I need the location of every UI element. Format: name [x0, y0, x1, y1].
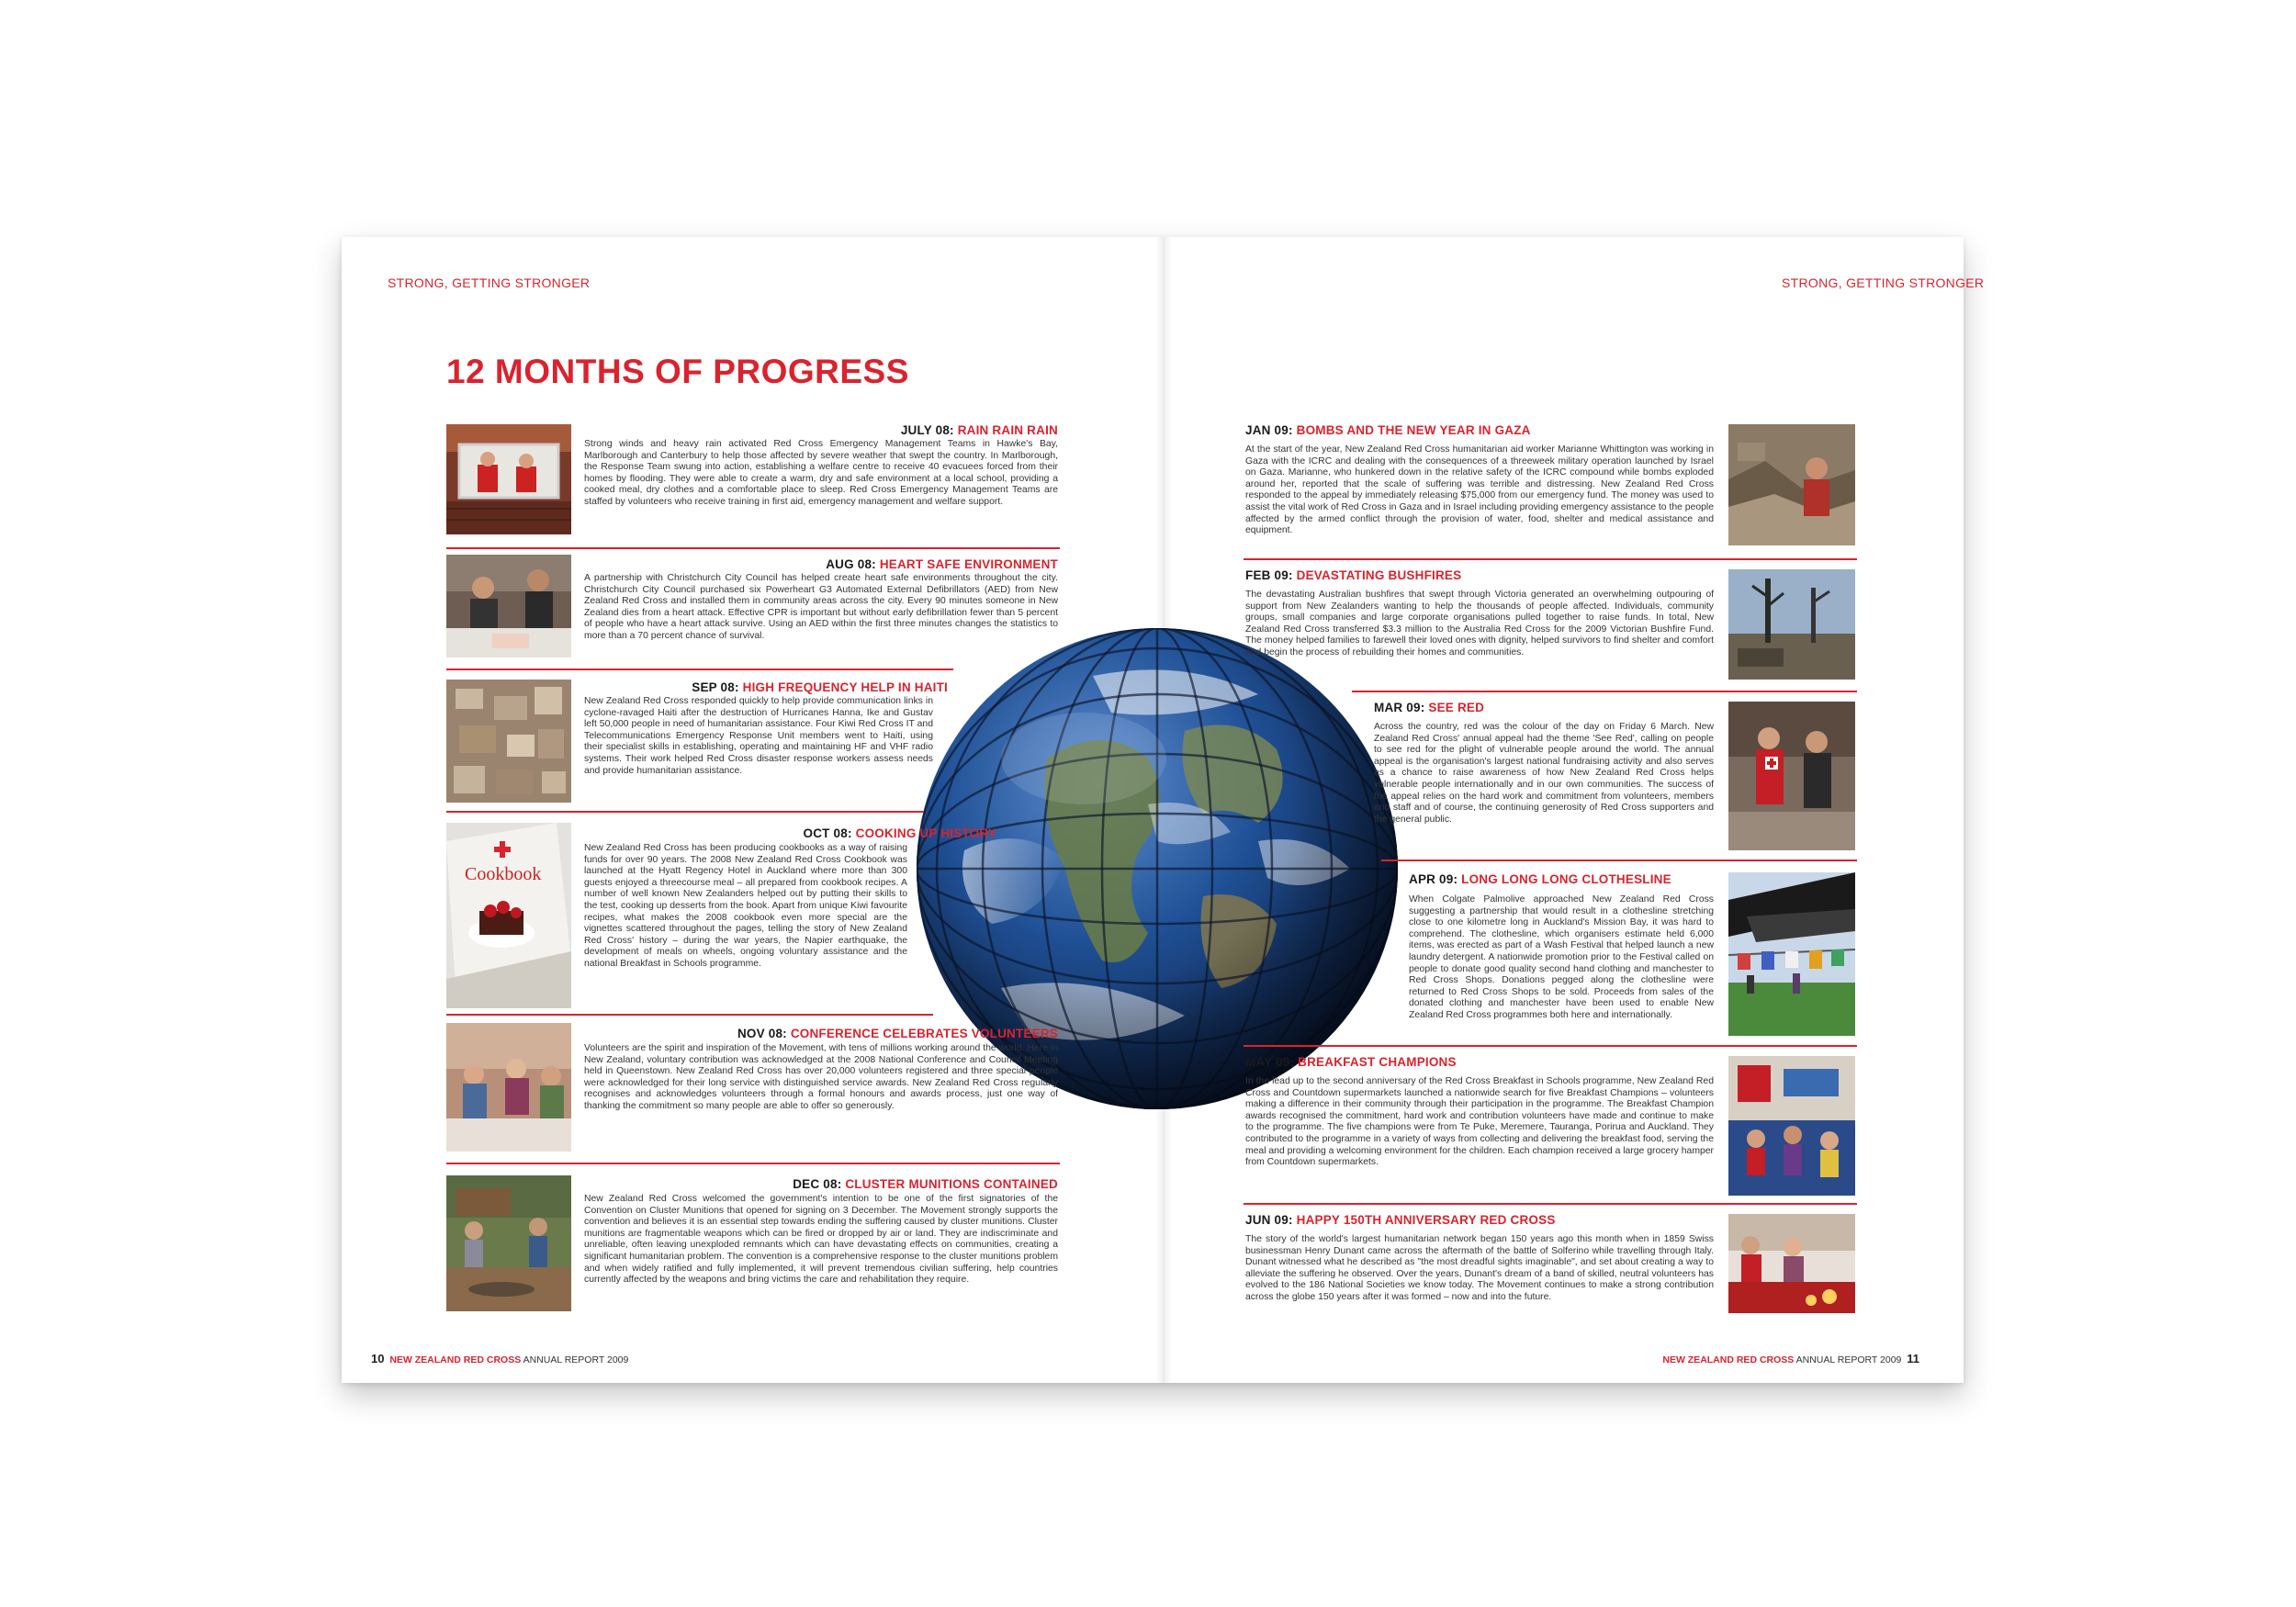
page-number-right: 11 — [1907, 1352, 1919, 1365]
entry-body-dec08: New Zealand Red Cross welcomed the government's intention to be one of the first signatories of the Convention on Cluster Munitions that opened for signing on 3 December. The Movement strongly supports the convention and believes it is an essential step towards ending the suffering caused by cluster munitions. Cluster munitions are fragmentable weapons which can be fired or dropped by air or land. They are indiscriminate and unreliable, often leaving unexploded remnants which can have devastating effects on communities, creating a significant humanitarian problem. The convention is a comprehensive response to the cluster munitions problem and when widely ratified and fully implemented, it will prevent tremendous civilian suffering, help countries currently affected by the weapons and bring victims the care and rehabilitation they require. — [584, 1194, 1058, 1286]
entry-divider — [1244, 1203, 1857, 1205]
entry-heading-apr09: APR 09: LONG LONG LONG CLOTHESLINE — [1409, 872, 1671, 886]
entry-photo-feb09 — [1728, 569, 1855, 680]
bushfire-photo — [1728, 569, 1855, 680]
entry-body-nov08: Volunteers are the spirit and inspiration of the Movement, with tens of millions working around the world. Here in New Zealand, voluntary contribution was acknowledged at the 2008 National Conference and Council Meeting held in Queenstown. New Zealand Red Cross has over 20,000 volunteers registered and three special people were acknowledged for their long service with distinguished service awards. New Zealand Red Cross regularly recognises and acknowledges volunteers through a formal honours and awards process, just one way of thanking the commitment so many people are able to offer so generously. — [584, 1043, 1058, 1111]
entry-photo-jun09 — [1728, 1214, 1855, 1313]
entry-heading-aug08: AUG 08: HEART SAFE ENVIRONMENT — [826, 557, 1058, 571]
entry-divider — [1244, 558, 1857, 560]
entry-photo-aug08 — [446, 555, 571, 657]
entry-body-may09: In the lead up to the second anniversary of the Red Cross Breakfast in Schools programme, New Zealand Red Cross and Countdown supermarkets launched a nationwide search for five Breakfast Champions – volunteers making a difference in their community through their participation in the programme. The Breakfast Champion awards recognised the commitment, hard work and contribution volunteers have made and continue to make to the programme. The five champions were from Te Puke, Meremere, Tauranga, Porirua and Auckland. They contributed to the programme in a variety of ways from collecting and delivering the breakfast food, serving the meal and providing a welcoming environment for the children. Each champion received a large grocery hamper from Countdown supermarkets. — [1245, 1076, 1714, 1168]
volunteers-conference-photo — [446, 1023, 571, 1152]
entry-photo-jul08 — [446, 424, 571, 534]
entry-divider — [446, 1014, 933, 1016]
entry-divider — [446, 811, 924, 813]
entry-heading-jul08: JULY 08: RAIN RAIN RAIN — [900, 423, 1058, 437]
entry-divider — [1244, 1045, 1857, 1047]
footer-report-right: ANNUAL REPORT 2009 — [1795, 1354, 1902, 1365]
clothesline-photo — [1728, 872, 1855, 1036]
entry-heading-may09: MAY 09: BREAKFAST CHAMPIONS — [1245, 1055, 1457, 1069]
entry-photo-oct08 — [446, 823, 571, 1008]
entry-divider — [446, 669, 953, 670]
entry-heading-feb09: FEB 09: DEVASTATING BUSHFIRES — [1245, 568, 1462, 582]
entry-photo-mar09 — [1728, 702, 1855, 850]
entry-heading-nov08: NOV 08: CONFERENCE CELEBRATES VOLUNTEERS — [737, 1027, 1058, 1040]
entry-photo-nov08 — [446, 1023, 571, 1152]
anniversary-photo — [1728, 1214, 1855, 1313]
entry-photo-jan09 — [1728, 424, 1855, 545]
entry-photo-apr09 — [1728, 872, 1855, 1036]
globe-graphic — [909, 621, 1405, 1117]
entry-heading-sep08: SEP 08: HIGH FREQUENCY HELP IN HAITI — [692, 680, 948, 694]
cluster-munitions-photo — [446, 1175, 571, 1311]
entry-body-sep08: New Zealand Red Cross responded quickly to help provide communication links in cyclone-ravaged Haiti after the destruction of Hurricanes Hanna, Ike and Gustav left 50,000 people in need of humanitarian assistance. Four Kiwi Red Cross IT and Telecommunications Emergency Response Unit members went to Haiti, using their specialist skills in establishing, operating and maintaining HF and VHF radio systems. Their work helped Red Cross disaster response workers assess needs and provide humanitarian assistance. — [584, 696, 933, 776]
emergency-team-photo — [446, 424, 571, 534]
page-title: 12 MONTHS OF PROGRESS — [446, 353, 909, 390]
footer-org-left: NEW ZEALAND RED CROSS — [389, 1354, 522, 1365]
cookbook-cover-text: Cookbook — [465, 864, 542, 884]
entry-photo-sep08 — [446, 680, 571, 803]
haiti-aerial-photo — [446, 680, 571, 803]
entry-divider — [1381, 860, 1857, 861]
entry-body-apr09: When Colgate Palmolive approached New Zealand Red Cross suggesting a partnership that would result in a clothesline stretching close to one kilometre long in Auckland's Mission Bay, it was hard to comprehend. The clothesline, which organisers estimate held 6,000 items, was erected as part of a Wash Festival that helped launch a new laundry detergent. A nationwide promotion prior to the Festival called on people to donate good quality second hand clothing and manchester to Red Cross Shops. Donations pegged along the clothesline were returned to Red Cross Shops to be sold. Proceeds from sales of the donated clothing and manchester have been used to enable New Zealand Red Cross programmes both here and internationally. — [1409, 894, 1714, 1020]
entry-body-aug08: A partnership with Christchurch City Council has helped create heart safe environments throughout the city. Christchurch City Council purchased six Powerheart G3 Automated External Defibrillators (AED) from New Zealand Red Cross and installed them in community areas across the city. Every 90 minutes someone in New Zealand dies from a heart attack. Effective CPR is important but without early defibrillation fewer than 5 percent of people who have a heart attack survive. Using an AED within the first three minutes changes the statistics to more than a 70 percent chance of survival. — [584, 573, 1058, 641]
entry-heading-oct08: OCT 08: COOKING UP HISTORY — [803, 826, 996, 840]
entry-body-oct08: New Zealand Red Cross has been producing cookbooks as a way of raising funds for over 90 years. The 2008 New Zealand Red Cross Cookbook was launched at the Hyatt Regency Hotel in Auckland where more than 300 guests enjoyed a threecourse meal – all prepared from cookbook recipes. A number of well known New Zealanders helped out by putting their skills to the test, cooking up desserts from the book. Apart from unique Kiwi favourite recipes, what makes the 2008 cookbook even more special are the vignettes scattered throughout the pages, telling the story of New Zealand Red Cross' history – during the war years, the Napier earthquake, the development of meals on wheels, ongoing voluntary assistance and the national Breakfast in Schools programme. — [584, 843, 907, 969]
entry-body-jan09: At the start of the year, New Zealand Red Cross humanitarian aid worker Marianne Whittington was working in Gaza with the ICRC and dealing with the consequences of a threeweek military operation launched by Israel on Gaza. Marianne, who hunkered down in the relative safety of the ICRC compound while bombs exploded around her, reported that the scale of suffering was terrible and distressing. New Zealand Red Cross responded to the appeal by immediately releasing $75,000 from our emergency fund. The money was used to assist the vital work of Red Cross in Gaza and in Israel including providing emergency assistance to the people affected by the armed conflict through the provision of water, food, shelter and medical assistance and equipment. — [1245, 444, 1714, 536]
entry-divider — [446, 1163, 1060, 1164]
globe-illustration — [909, 621, 1405, 1117]
entry-photo-dec08 — [446, 1175, 571, 1311]
page-number-left: 10 — [371, 1352, 385, 1365]
entry-heading-jun09: JUN 09: HAPPY 150TH ANNIVERSARY RED CROSS — [1245, 1213, 1556, 1227]
cookbook-photo — [446, 823, 571, 1008]
entry-body-feb09: The devastating Australian bushfires that swept through Victoria generated an overwhelming outpouring of support from New Zealanders wanting to help the thousands of people affected. Individuals, community groups, small companies and large corporate organisations pulled together to raise funds. In total, New Zealand Red Cross transferred $3.3 million to the Australia Red Cross for the 2009 Victorian Bushfire Fund. The money helped families to farewell their loved ones with dignity, helped survivors to find shelter and comfort and begin the process of rebuilding their homes and communities. — [1245, 590, 1714, 657]
entry-heading-mar09: MAR 09: SEE RED — [1374, 701, 1485, 714]
see-red-photo — [1728, 702, 1855, 850]
entry-divider — [1352, 691, 1857, 692]
running-head-right: STRONG, GETTING STRONGER — [1782, 275, 1985, 290]
defibrillator-training-photo — [446, 555, 571, 657]
breakfast-photo — [1728, 1056, 1855, 1196]
gaza-child-photo — [1728, 424, 1855, 545]
entry-heading-dec08: DEC 08: CLUSTER MUNITIONS CONTAINED — [793, 1177, 1058, 1191]
entry-heading-jan09: JAN 09: BOMBS AND THE NEW YEAR IN GAZA — [1245, 423, 1531, 437]
entry-body-mar09: Across the country, red was the colour of the day on Friday 6 March. New Zealand Red Cross' annual appeal had the theme 'See Red', calling on people to see red for the plight of vulnerable people around the world. The annual appeal is the organisation's largest national fundraising activity and also serves as a chance to raise awareness of how New Zealand Red Cross helps vulnerable people internationally and in our own communities. The success of the appeal relies on the hard work and commitment from volunteers, members and staff and of course, the continuing generosity of Red Cross supporters and the general public. — [1374, 722, 1714, 825]
footer-left — [371, 1352, 628, 1365]
entry-body-jun09: The story of the world's largest humanitarian network began 150 years ago this month when in 1859 Swiss businessman Henry Dunant came across the aftermath of the battle of Solferino while travelling through Italy. Dunant witnessed what he described as "the most dreadful sights imaginable", and set about creating a way to alleviate the suffering he observed. Over the years, Dunant's dream of a band of skilled, neutral volunteers has evolved to the 186 National Societies we know today. The Movement continues to make a strong contribution across the globe 150 years after it was formed – now and into the future. — [1245, 1234, 1714, 1302]
running-head-left: STRONG, GETTING STRONGER — [388, 275, 591, 290]
footer-org-right: NEW ZEALAND RED CROSS — [1662, 1354, 1795, 1365]
entry-body-jul08: Strong winds and heavy rain activated Red Cross Emergency Management Teams in Hawke's Bay, Marlborough and Canterbury to help those affected by severe weather that swept the country. In Marlborough, the Response Team swung into action, establishing a welfare centre to receive 40 evacuees forced from their homes by flooding. They were able to create a warm, dry and safe environment at a local school, providing a cooked meal, dry clothes and a comfortable place to sleep. Red Cross Emergency Management Teams are staffed by volunteers who receive training in first aid, emergency management and welfare support. — [584, 439, 1058, 507]
entry-divider — [446, 547, 1060, 549]
entry-photo-may09 — [1728, 1056, 1855, 1196]
footer-right — [1662, 1352, 1919, 1365]
footer-report-left: ANNUAL REPORT 2009 — [523, 1354, 629, 1365]
